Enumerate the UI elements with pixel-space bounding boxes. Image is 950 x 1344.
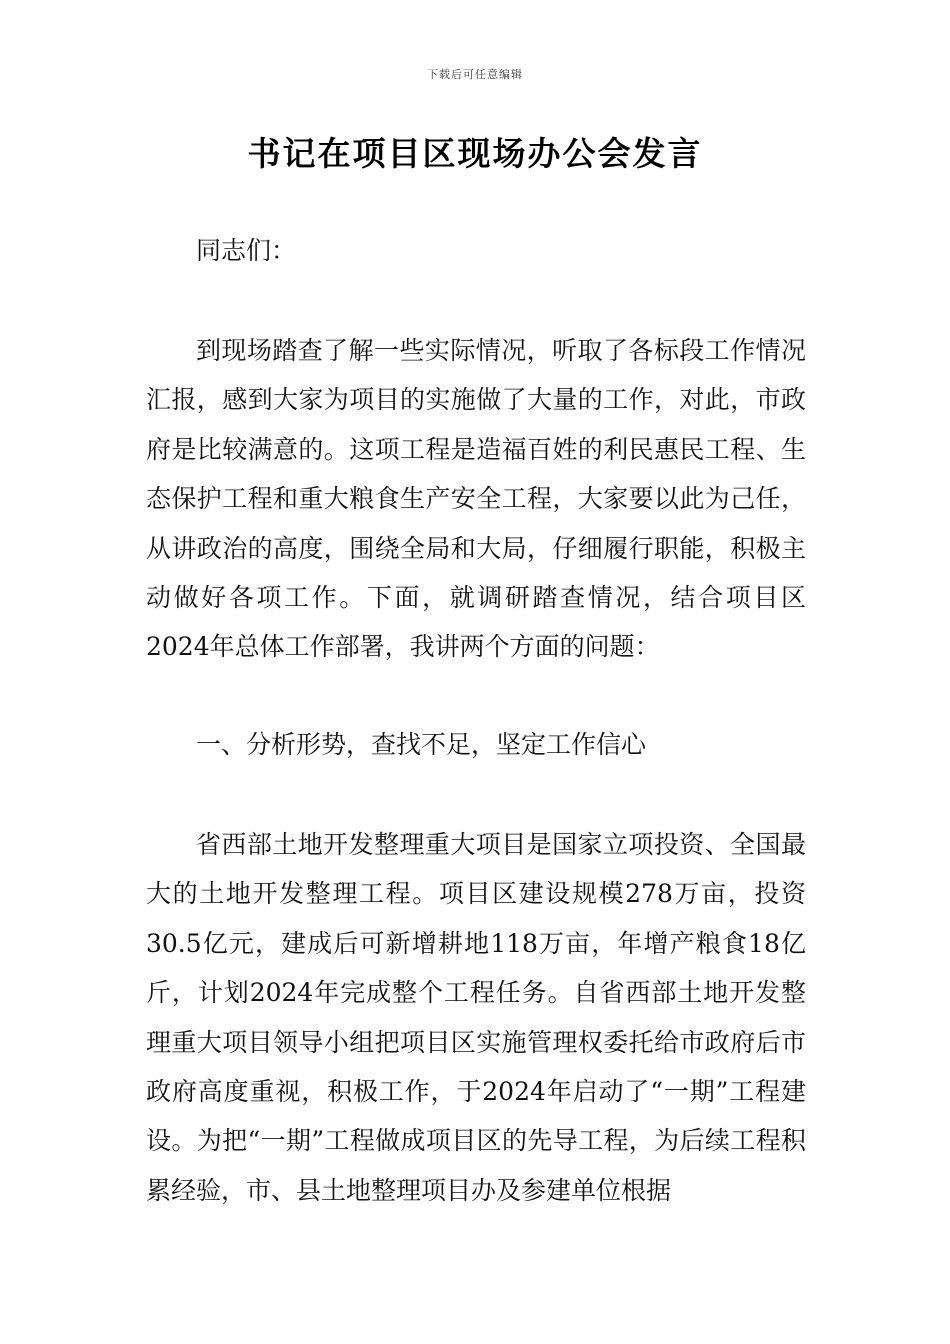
- paragraph-1: 到现场踏查了解一些实际情况，听取了各标段工作情况汇报，感到大家为项目的实施做了大量的工作，对此，市政府是比较满意的。这项工程是造福百姓的利民惠民工程、生态保护工程和重大粮食生产安全工程，大家要以此为己任，从讲政治的高度，围绕全局和大局，仔细履行职能，积极主动做好各项工作。下面，就调研踏查情况，结合项目区2024年总体工作部署，我讲两个方面的问题：: [146, 336, 806, 662]
- document-title: 书记在项目区现场办公会发言: [247, 134, 703, 173]
- section-heading: 一、分析形势，查找不足，坚定工作信心: [196, 730, 647, 759]
- greeting: 同志们：: [196, 236, 297, 265]
- header-note: 下载后可任意编辑: [427, 68, 523, 81]
- paragraph-2: 省西部土地开发整理重大项目是国家立项投资、全国最大的土地开发整理工程。项目区建设规模278万亩，投资30.5亿元，建成后可新增耕地118万亩，年增产粮食18亿斤，计划2024年完成整个工程任务。自省西部土地开发整理重大项目领导小组把项目区实施管理权委托给市政府后市政府高度重视，积极工作，于2024年启动了“一期”工程建设。为把“一期”工程做成项目区的先导工程，为后续工程积累经验，市、县土地整理项目办及参建单位根据: [146, 830, 806, 1205]
